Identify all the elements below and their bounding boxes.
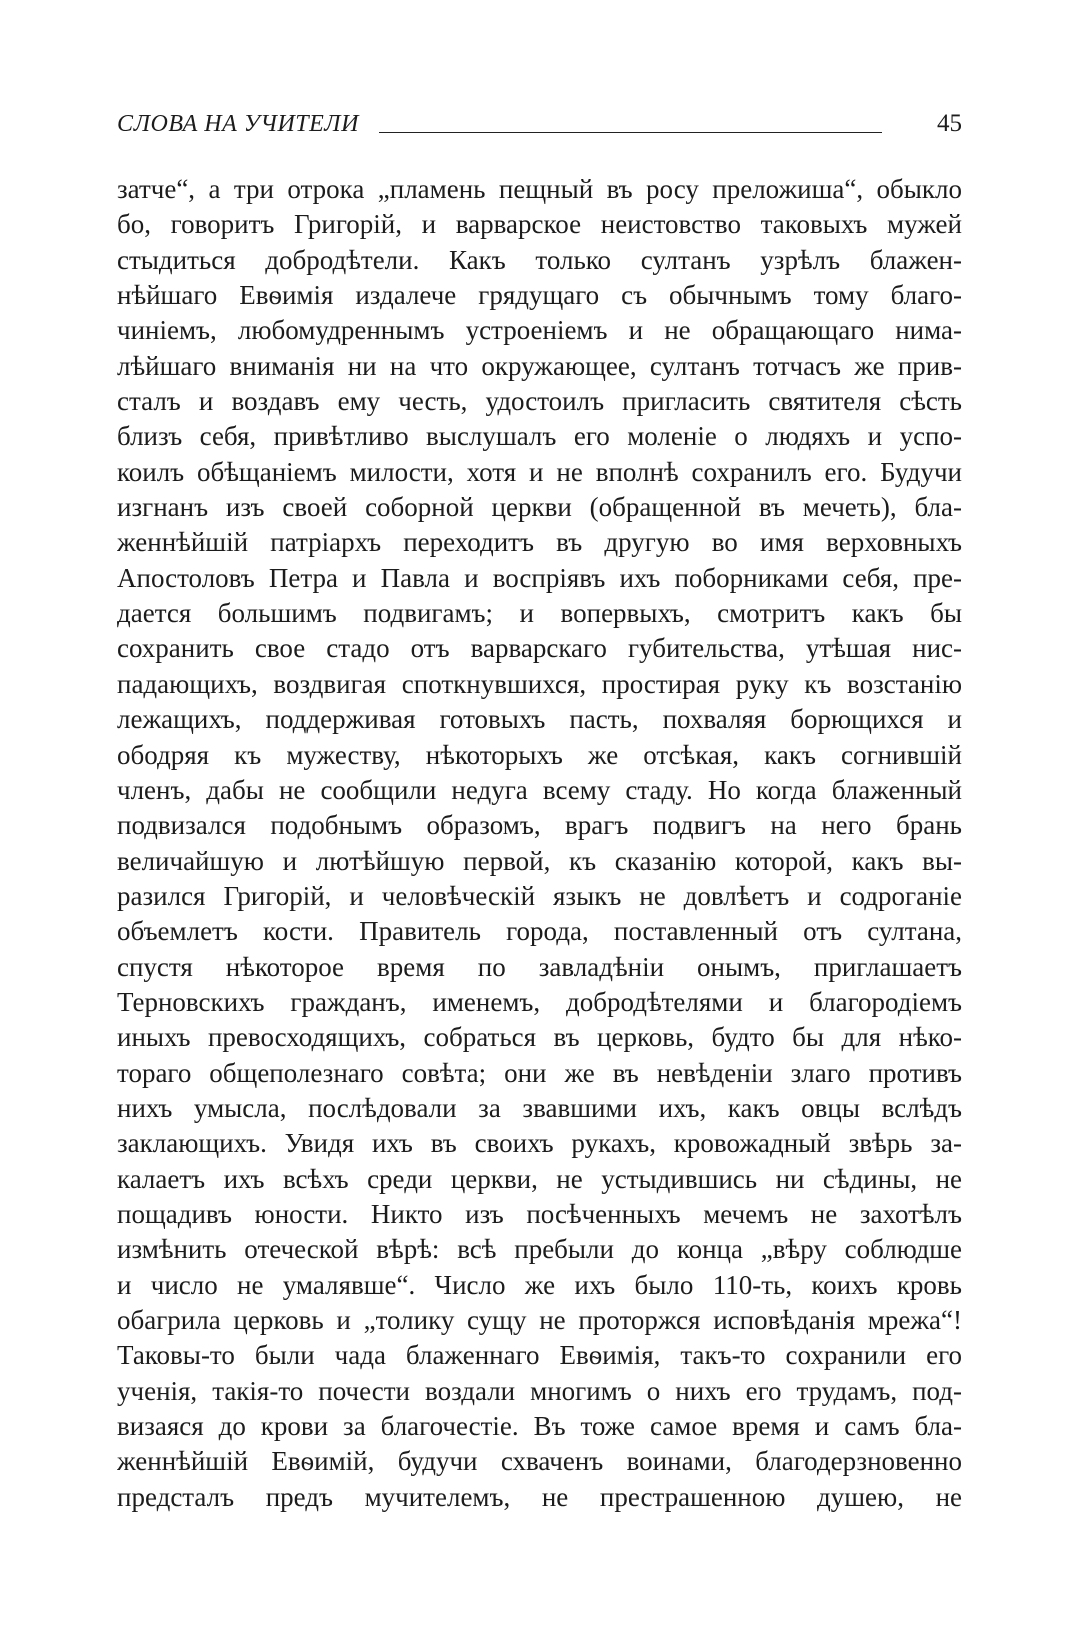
- text-line: сохранить свое стадо отъ варварскаго губительства, утѣшая нис-: [117, 633, 962, 664]
- text-line: лежащихъ, поддерживая готовыхъ пасть, похваляя борющихся и: [117, 704, 962, 735]
- text-line: членъ, дабы не сообщили недуга всему стаду. Но когда блаженный: [117, 774, 962, 805]
- text-line: сталъ и воздавъ ему честь, удостоилъ пригласить святителя сѣсть: [117, 386, 962, 417]
- header-rule: [379, 132, 882, 133]
- text-line: визаяся до крови за благочестіе. Въ тоже самое время и самъ бла-: [117, 1411, 962, 1442]
- text-line: изгнанъ изъ своей соборной церкви (обращенной въ мечеть), бла-: [117, 492, 962, 523]
- text-line: Терновскихъ гражданъ, именемъ, добродѣтелями и благородіемъ: [117, 986, 962, 1017]
- body-text: [117, 172, 962, 1515]
- text-line: предсталъ предъ мучителемъ, не престрашенною душею, не: [117, 1481, 962, 1512]
- text-line: заклающихъ. Увидя ихъ въ своихъ рукахъ, кровожадный звѣрь за-: [117, 1128, 962, 1159]
- page-number: 45: [937, 110, 962, 137]
- text-line: нихъ умысла, послѣдовали за звавшими ихъ, какъ овцы вслѣдъ: [117, 1092, 962, 1123]
- text-line: разился Григорій, и человѣческій языкъ не довлѣетъ и содроганіе: [117, 880, 962, 911]
- text-line: калаетъ ихъ всѣхъ среди церкви, не устыдившись ни сѣдины, не: [117, 1163, 962, 1194]
- text-line: ученія, такія-то почести воздали многимъ о нихъ его трудамъ, под-: [117, 1375, 962, 1406]
- text-line: спустя нѣкоторое время по завладѣніи онымъ, приглашаетъ: [117, 951, 962, 982]
- text-line: подвизался подобнымъ образомъ, врагъ подвигъ на него брань: [117, 810, 962, 841]
- running-header: [117, 108, 962, 140]
- text-line: Апостоловъ Петра и Павла и воспріявъ ихъ поборниками себя, пре-: [117, 562, 962, 593]
- text-line: чиніемъ, любомудреннымъ устроеніемъ и не обращающаго нима-: [117, 315, 962, 346]
- text-line: затче“, а три отрока „пламень пещный въ росу преложиша“, обыкло: [117, 174, 962, 204]
- text-line: и число не умалявше“. Число же ихъ было 110-ть, коихъ кровь: [117, 1269, 962, 1300]
- text-line: коилъ обѣщаніемъ милости, хотя и не вполнѣ сохранилъ его. Будучи: [117, 456, 962, 487]
- text-line: ободряя къ мужеству, нѣкоторыхъ же отсѣкая, какъ согнившій: [117, 739, 962, 770]
- text-line: иныхъ превосходящихъ, собраться въ церковь, будто бы для нѣко-: [117, 1022, 962, 1053]
- text-line: женнѣйшій патріархъ переходитъ въ другую во имя верховныхъ: [117, 527, 962, 558]
- text-line: величайшую и лютѣйшую первой, къ сказанію которой, какъ вы-: [117, 845, 962, 876]
- text-line: обагрила церковь и „толику сущу не проторжся исповѣданія мрежа“!: [117, 1305, 962, 1335]
- text-line: объемлетъ кости. Правитель города, поставленный отъ султана,: [117, 916, 962, 947]
- running-title: СЛОВА НА УЧИТЕЛИ: [117, 111, 359, 137]
- text-line: Таковы-то были чада блаженнаго Евѳимія, такъ-то сохранили его: [117, 1340, 962, 1371]
- text-line: лѣйшаго вниманія ни на что окружающее, султанъ тотчасъ же прив-: [117, 350, 962, 381]
- text-line: близъ себя, привѣтливо выслушалъ его моленіе о людяхъ и успо-: [117, 421, 962, 452]
- text-line: женнѣйшій Евѳимій, будучи схваченъ воинами, благодерзновенно: [117, 1446, 962, 1477]
- text-line: измѣнить отеческой вѣрѣ: всѣ пребыли до конца „вѣру соблюдше: [117, 1234, 962, 1265]
- text-line: стыдиться добродѣтели. Какъ только султанъ узрѣлъ блажен-: [117, 244, 962, 275]
- text-line: бо, говоритъ Григорій, и варварское неистовство таковыхъ мужей: [117, 209, 962, 240]
- text-line: пощадивъ юности. Никто изъ посѣченныхъ мечемъ не захотѣлъ: [117, 1198, 962, 1229]
- text-line: падающихъ, воздвигая споткнувшихся, простирая руку къ возстанію: [117, 668, 962, 699]
- text-line: нѣйшаго Евѳимія издалече грядущаго съ обычнымъ тому благо-: [117, 280, 962, 311]
- text-line: дается большимъ подвигамъ; и вопервыхъ, смотритъ какъ бы: [117, 598, 962, 629]
- text-line: тораго общеполезнаго совѣта; они же въ невѣденіи злаго противъ: [117, 1057, 962, 1088]
